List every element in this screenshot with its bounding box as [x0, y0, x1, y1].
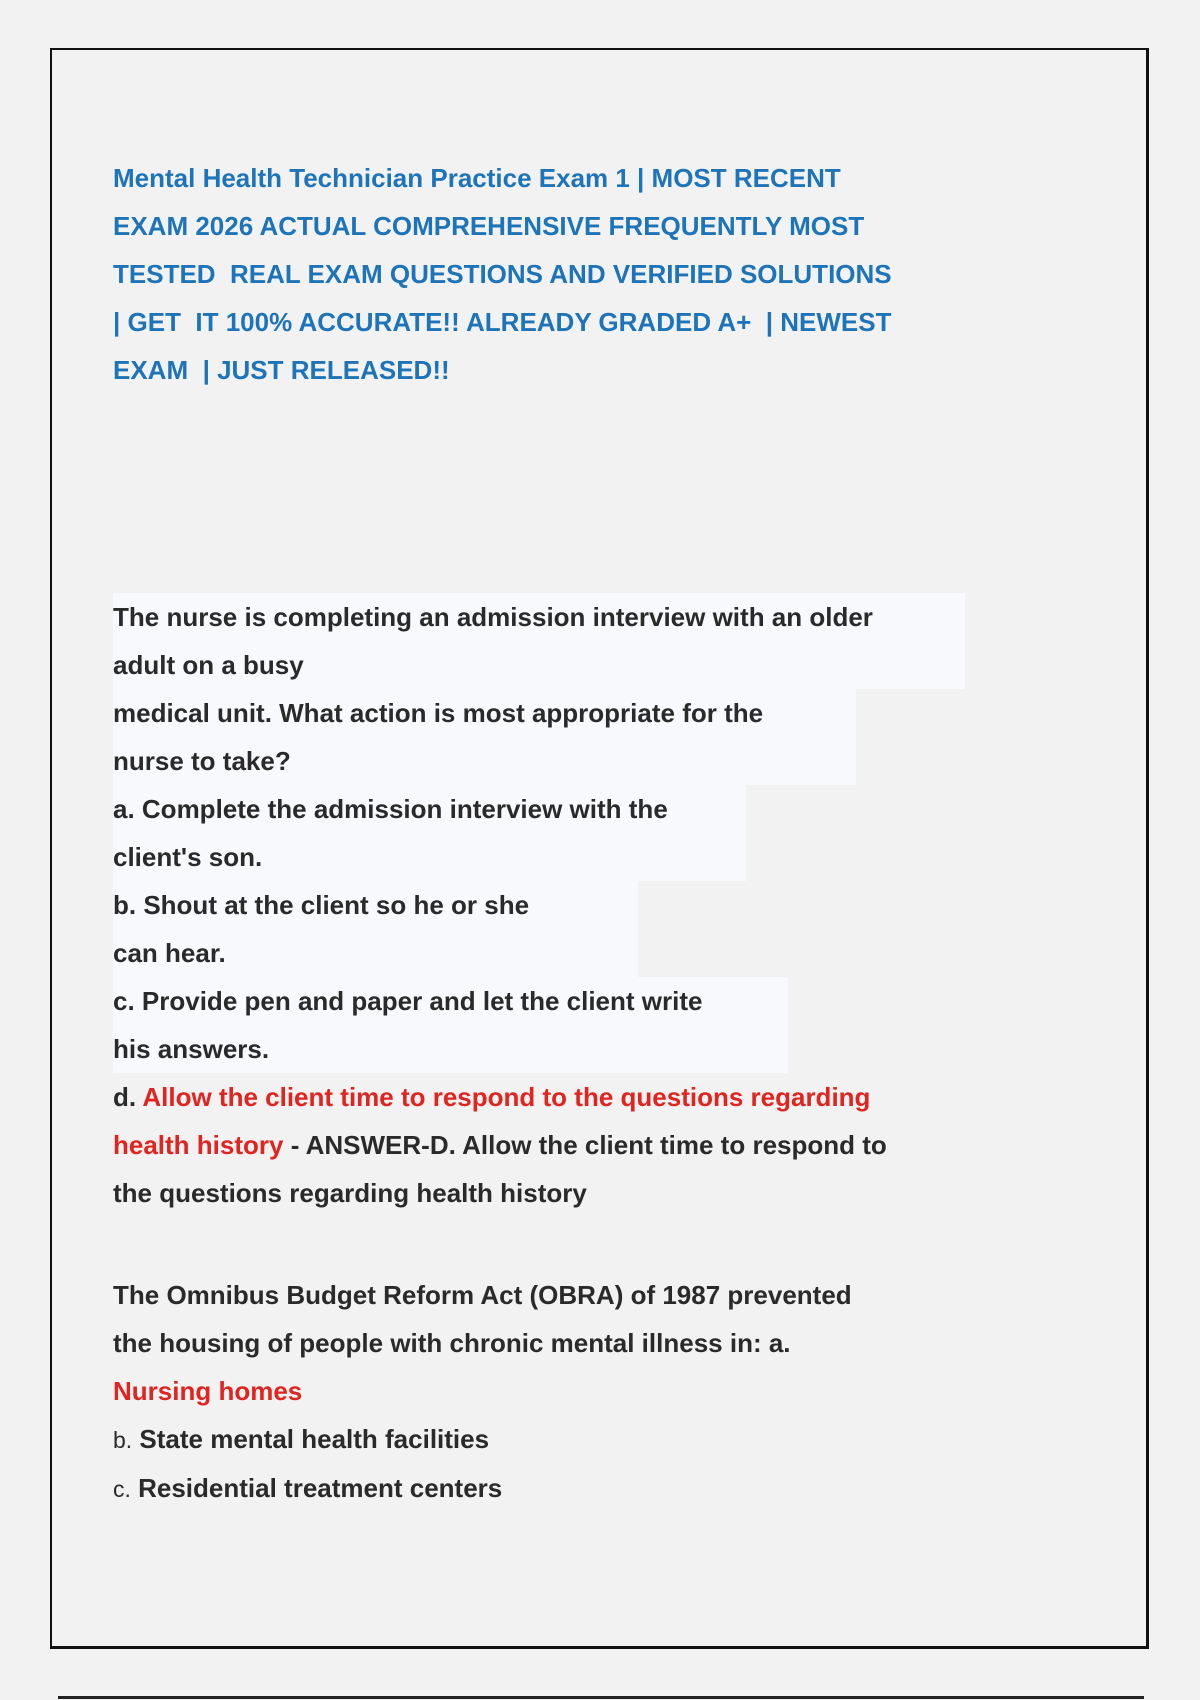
title-line: TESTED REAL EXAM QUESTIONS AND VERIFIED SOLUTIONS	[113, 259, 892, 289]
option-c-text: Residential treatment centers	[130, 1473, 503, 1503]
option-a	[113, 785, 746, 881]
option-d	[113, 1073, 1033, 1217]
option-d-line	[113, 1073, 1033, 1121]
question-1-stem-line: nurse to take?	[113, 746, 291, 776]
question-1-stem-line: medical unit. What action is most appropriate for the	[113, 698, 764, 728]
title-line: EXAM 2026 ACTUAL COMPREHENSIVE FREQUENTLY MOST	[113, 211, 865, 241]
question-2-stem-line: The Omnibus Budget Reform Act (OBRA) of 1987 prevented	[113, 1280, 852, 1310]
option-a-correct-answer: Nursing homes	[113, 1376, 303, 1406]
option-c-line: c. Provide pen and paper and let the client write	[113, 986, 703, 1016]
title-line: EXAM | JUST RELEASED!!	[113, 355, 450, 385]
question-1-stem-block	[113, 689, 856, 785]
option-a-line: client's son.	[113, 842, 263, 872]
question-1-stem-block	[113, 593, 965, 689]
option-b-line: b. Shout at the client so he or she	[113, 890, 530, 920]
option-c	[113, 977, 788, 1073]
option-d-line	[113, 1121, 1033, 1169]
option-c-letter: c.	[113, 1476, 131, 1502]
answer-label: - ANSWER-D. Allow the client time to respond to	[283, 1130, 887, 1160]
document-title	[113, 154, 1013, 394]
option-c-line: his answers.	[113, 1034, 270, 1064]
option-b-text: State mental health facilities	[132, 1424, 490, 1454]
title-line: | GET IT 100% ACCURATE!! ALREADY GRADED A+ | NEWEST	[113, 307, 892, 337]
option-d-correct-text: Allow the client time to respond to the questions regarding	[142, 1082, 871, 1112]
option-b-letter: b.	[113, 1427, 133, 1453]
next-page-top-border	[58, 1696, 1144, 1699]
option-b	[113, 881, 638, 977]
answer-line: the questions regarding health history	[113, 1178, 587, 1208]
title-line: Mental Health Technician Practice Exam 1 | MOST RECENT	[113, 163, 841, 193]
question-1-stem-line: The nurse is completing an admission interview with an older	[113, 602, 873, 632]
question-2	[113, 1271, 1033, 1513]
question-1-stem-line: adult on a busy	[113, 650, 304, 680]
option-c	[113, 1464, 1033, 1513]
option-d-letter: d.	[113, 1082, 143, 1112]
question-2-stem-line: the housing of people with chronic mental illness in: a.	[113, 1328, 791, 1358]
option-b	[113, 1415, 1033, 1464]
option-b-line: can hear.	[113, 938, 226, 968]
option-d-correct-text: health history	[113, 1130, 284, 1160]
option-a-line: a. Complete the admission interview with the	[113, 794, 668, 824]
question-1	[113, 593, 1033, 1217]
